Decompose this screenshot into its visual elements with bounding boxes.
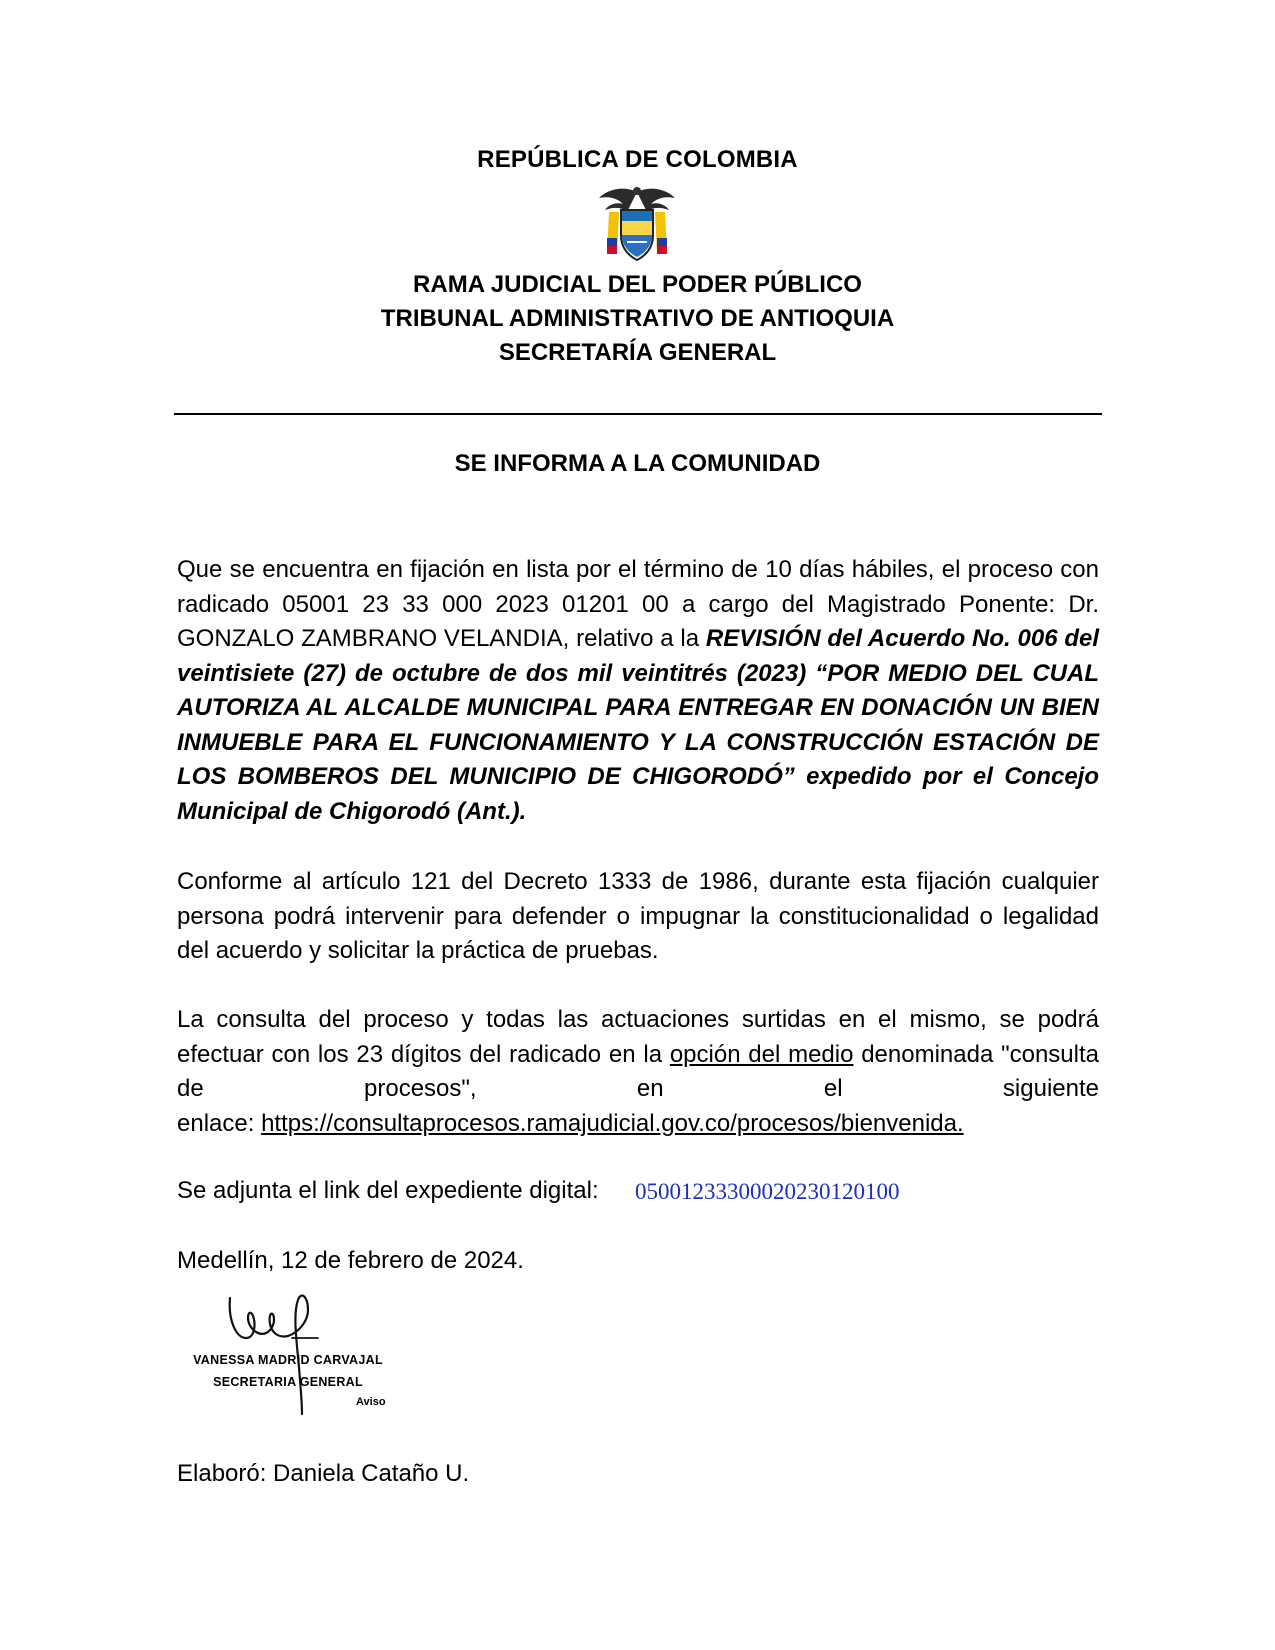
country-heading: REPÚBLICA DE COLOMBIA (477, 146, 798, 173)
institution-header (0, 268, 1275, 370)
signer-name: VANESSA MADRID CARVAJAL (193, 1353, 383, 1367)
link-prefix: enlace: (177, 1109, 262, 1137)
digital-file-link[interactable]: 05001233300020230120100 (635, 1179, 900, 1204)
paragraph-fixation-emphasis: REVISIÓN del Acuerdo No. 006 del veintisiete (27) de octubre de dos mil veintitrés (2023) “POR MEDIO DEL CUAL AUTORIZA AL ALCALDE MUNICIPAL PARA ENTREGAR EN DONACIÓN UN BIEN INMUEBLE PARA EL FUNCIONAMIENTO Y LA CONSTRUCCIÓN ESTACIÓN DE LOS BOMBEROS DEL MUNICIPIO DE CHIGORODÓ” expedido por el Concejo Municipal de Chigorodó (Ant.). (177, 625, 1099, 825)
header-divider (174, 413, 1102, 415)
signature-tag: Aviso (356, 1396, 386, 1408)
paragraph-fixation (177, 553, 1099, 829)
place-date: Medellín, 12 de febrero de 2024. (177, 1247, 524, 1274)
option-underlined: opción del medio (669, 1040, 854, 1068)
branch-title: RAMA JUDICIAL DEL PODER PÚBLICO (413, 271, 862, 298)
attachment-label: Se adjunta el link del expediente digital: (177, 1177, 599, 1204)
paragraph-fixation-intro: Que se encuentra en fijación en lista por el término de 10 días hábiles, el proceso con radicado 05001 23 33 000 2023 01201 00 a cargo del Magistrado Ponente: Dr. GONZALO ZAMBRANO VELANDIA, relativo a la (177, 556, 1099, 652)
consulta-procesos-link[interactable]: https://consultaprocesos.ramajudicial.gov.co/procesos/bienvenida. (261, 1109, 964, 1137)
tribunal-title: TRIBUNAL ADMINISTRATIVO DE ANTIOQUIA (380, 305, 895, 332)
consultation-part2: denominada "consulta de procesos", en el siguiente (177, 1040, 1099, 1102)
signature-graphic (222, 1280, 362, 1420)
notice-title: SE INFORMA A LA COMUNIDAD (454, 450, 821, 477)
paragraph-intervention: Conforme al artículo 121 del Decreto 1333 de 1986, durante esta fijación cualquier persona podrá intervenir para defender o impugnar la constitucionalidad o legalidad del acuerdo y solicitar la práctica de pruebas. (177, 868, 1099, 964)
consultation-part1: La consulta del proceso y todas las actuaciones surtidas en el mismo, se podrá efectuar con los 23 dígitos del radicado en la (177, 1006, 1099, 1068)
signer-role: SECRETARIA GENERAL (213, 1375, 363, 1389)
paragraph-consultation (177, 1003, 1099, 1141)
consultation-link-line (177, 1107, 1099, 1142)
prepared-by: Elaboró: Daniela Cataño U. (177, 1460, 470, 1487)
consultation-text (177, 1003, 1099, 1107)
office-title: SECRETARÍA GENERAL (498, 339, 777, 366)
coat-of-arms-icon (595, 182, 679, 262)
